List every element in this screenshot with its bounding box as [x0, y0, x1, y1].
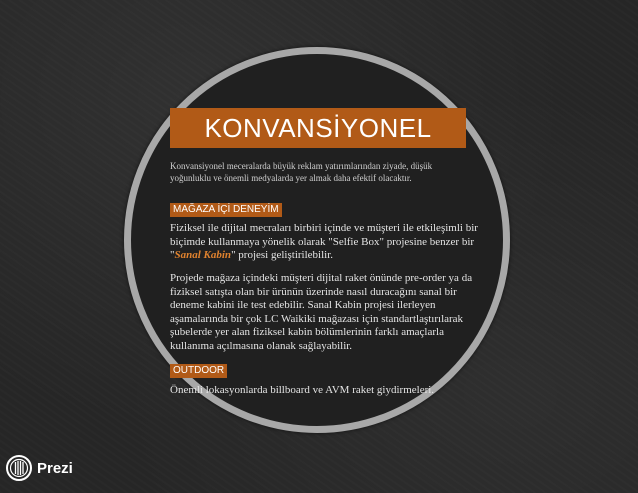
prezi-branding[interactable] — [6, 454, 73, 482]
section-heading-outdoor: OUTDOOR — [170, 364, 227, 378]
section-paragraph-outdoor: Önemli lokasyonlarda billboard ve AVM raket giydirmeleri. — [170, 384, 435, 396]
paragraph-text: " projesi geliştirilebilir. — [231, 249, 334, 261]
highlight-sanal-kabin: Sanal Kabin — [174, 249, 232, 261]
section-paragraph-2: Projede mağaza içindeki müşteri dijital raket önünde pre-order ya da fiziksel satışta olan bir ürünün üzerinde nasıl duracağını sanal bir deneme kabini ile test edebilir. Sanal Kabin projesi ilerleyen aşamalarında bir çok LC Waikiki mağazası için standartlaştırılarak şubelerde yer alan fiziksel kabin bölümlerinin farklı amaçlarla kullanıma açılmasına olanak sağlayabilir. — [170, 272, 473, 352]
intro-text: Konvansiyonel meceralarda büyük reklam yatırımlarından ziyade, düşük yoğunluklu ve önemli medyalarda yer almak daha efektif olacaktır. — [170, 161, 433, 183]
paragraph-text: Fiziksel ile dijital mecraları birbiri içinde ve müşteri ile etkileşimli bir biçimde kullanmaya yönelik olarak "Selfie Box" projesine benzer bir " — [170, 222, 478, 261]
prezi-logo-icon — [6, 455, 32, 481]
section-heading-magaza: MAĞAZA İÇİ DENEYİM — [170, 203, 282, 217]
section-paragraph-1 — [170, 222, 478, 263]
prezi-logo-text: Prezi — [37, 459, 73, 477]
slide-title: KONVANSİYONEL — [170, 108, 466, 148]
